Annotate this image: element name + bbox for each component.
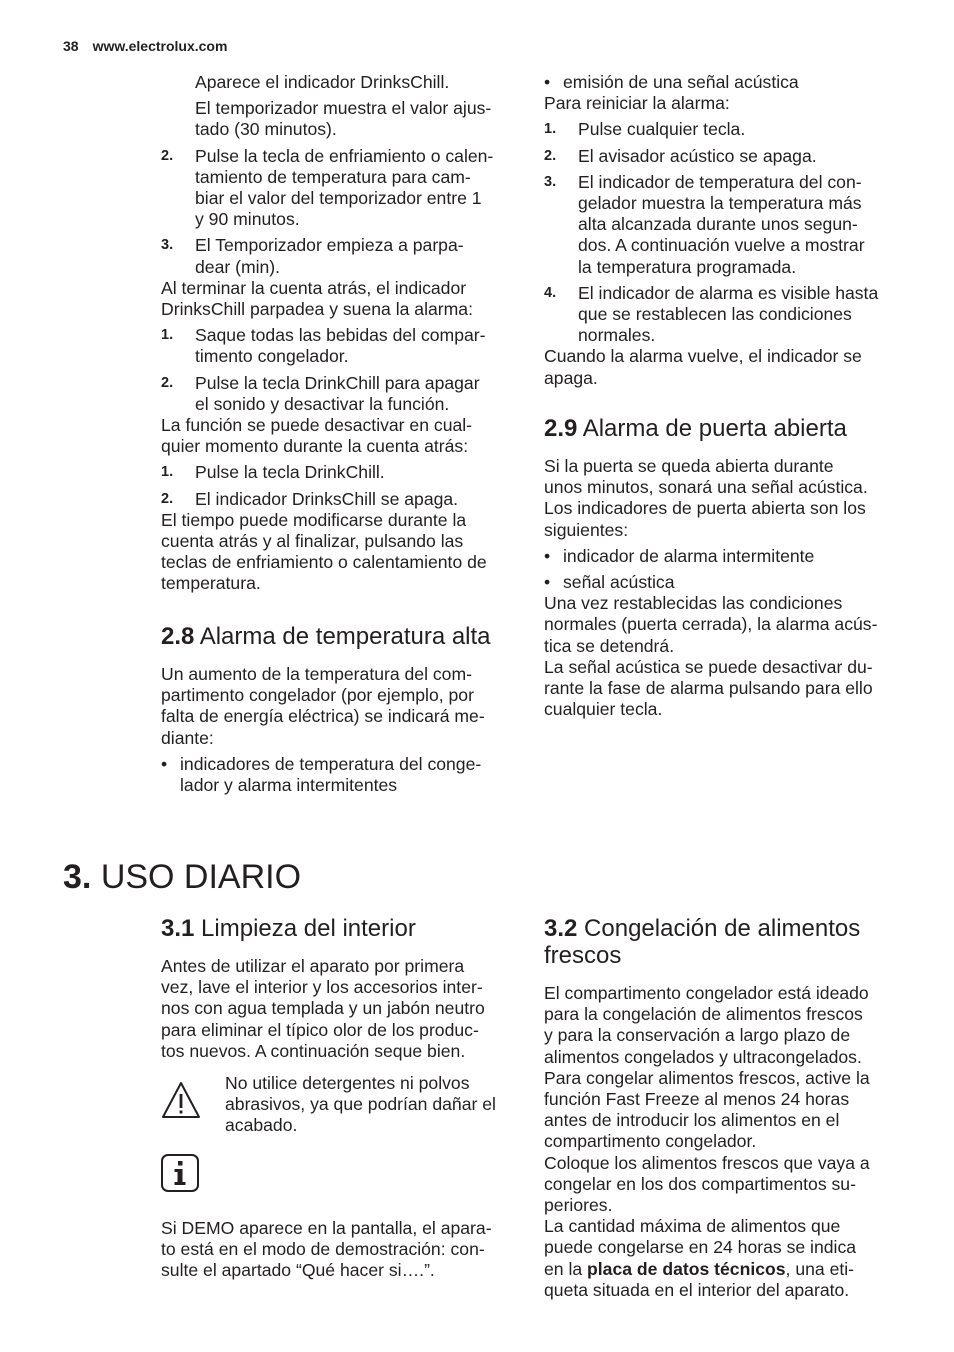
left-column-top [161,72,521,595]
list-item: 2. El avisador acústico se apaga. [544,145,817,166]
section-3-1-body [161,956,521,1281]
paragraph: Al terminar la cuenta atrás, el indicador DrinksChill parpadea y suena la alarma: [161,277,473,320]
bullet-icon: • [544,572,551,593]
step-number: 3. [161,237,174,254]
rating-plate-term: placa de datos técnicos [587,1258,786,1279]
header-url: www.electrolux.com [92,38,228,54]
info-text: Si DEMO aparece en la pantalla, el apara- to está en el modo de demostración: con- sulte el apartado “Qué hacer si….”. [161,1217,492,1281]
paragraph: El tiempo puede modificarse durante la cuenta atrás y al finalizar, pulsando las teclas de enfriamiento o calentamiento de temperatura. [161,509,487,594]
paragraph: Para reiniciar la alarma: [544,93,730,114]
step-number: 1. [161,464,174,481]
list-item: 1. Saque todas las bebidas del compar- timento congelador. [161,325,486,367]
warning-text: No utilice detergentes ni polvos abrasivos, ya que podrían dañar el acabado. [225,1073,496,1136]
bullet-icon: • [544,545,551,566]
list-item: 2. Pulse la tecla DrinkChill para apagar el sonido y desactivar la función. [161,372,480,414]
step-number: 2. [161,490,174,507]
paragraph: Aparece el indicador DrinksChill. [195,72,450,92]
step-number: 2. [161,374,174,391]
info-icon [161,1154,199,1192]
right-column-top [544,72,904,389]
warning-icon [161,1081,201,1119]
list-item: 2. Pulse la tecla de enfriamiento o calen- tamiento de temperatura para cam- biar el valor del temporizador entre 1 y 90 minutos. [161,145,494,230]
page-number: 38 [63,38,79,54]
paragraph: El temporizador muestra el valor ajus- tado (30 minutos). [195,98,492,140]
list-item: 3. El indicador de temperatura del con- gelador muestra la temperatura más alta alcanzada durante unos segun- dos. A continuación vuelve a mostrar la temperatura programada. [544,171,865,277]
list-item: 1. Pulse la tecla DrinkChill. [161,462,385,483]
section-heading-3-1: 3.1 Limpieza del interior [161,915,416,942]
list-item: 1. Pulse cualquier tecla. [544,119,746,140]
step-number: 4. [544,284,557,301]
chapter-heading: 3. USO DIARIO [63,858,302,896]
step-number: 1. [161,327,174,344]
section-2-9-body [544,456,904,720]
section-heading-2-8: 2.8 Alarma de temperatura alta [161,623,491,650]
bullet-item: • señal acústica [544,572,675,593]
bullet-item: • indicadores de temperatura del conge- lador y alarma intermitentes [161,753,482,796]
step-number: 3. [544,173,557,190]
list-item: 2. El indicador DrinksChill se apaga. [161,488,459,509]
paragraph: La función se puede desactivar en cual- quier momento durante la cuenta atrás: [161,415,473,457]
bullet-icon: • [544,72,551,92]
list-item: 3. El Temporizador empieza a parpa- dear (min). [161,235,464,277]
bullet-item: • emisión de una señal acústica [544,72,799,92]
paragraph: Una vez restablecidas las condiciones normales (puerta cerrada), la alarma acús- tica se detendrá. La señal acústica se puede desactivar du- rante la fase de alarma pulsando para ello cualquier tecla. [544,593,878,720]
section-3-2-body [544,983,904,1301]
bullet-item: • indicador de alarma intermitente [544,545,815,566]
paragraph: El compartimento congelador está ideado para la congelación de alimentos frescos y para la conservación a largo plazo de alimentos congelados y ultracongelados. Para congelar alimentos frescos, active la función Fast Freeze al menos 24 horas antes de introducir los alimentos en el compartimento congelador. Coloque los alimentos frescos que vaya a congelar en los dos compartimentos su- periores. La cantidad máxima de alimentos que puede congelarse en 24 horas se indica en la placa de datos técnicos, una eti- queta situada en el interior del aparato. [544,983,870,1300]
step-number: 2. [161,147,174,164]
paragraph: Un aumento de la temperatura del com- partimento congelador (por ejemplo, por falta de energía eléctrica) se indicará me- diante: [161,664,485,748]
paragraph: Si la puerta se queda abierta durante unos minutos, sonará una señal acústica. Los indicadores de puerta abierta son los siguientes: [544,456,868,540]
step-number: 2. [544,147,557,164]
warning-note [161,1073,521,1137]
list-item: 4. El indicador de alarma es visible hasta que se restablecen las condiciones normales. [544,282,879,346]
section-heading-3-2: 3.2 Congelación de alimentos frescos [544,915,861,969]
section-2-8-body [161,664,521,796]
section-heading-2-9: 2.9 Alarma de puerta abierta [544,415,847,442]
paragraph: Cuando la alarma vuelve, el indicador se apaga. [544,346,862,388]
page-header [63,38,227,54]
info-note [161,1154,521,1282]
step-number: 1. [544,121,557,138]
bullet-icon: • [161,753,168,774]
paragraph: Antes de utilizar el aparato por primera vez, lave el interior y los accesorios inter- nos con agua templada y un jabón neutro para eliminar el típico olor de los produc- tos nuevos. A continuación seque bien. [161,956,485,1061]
